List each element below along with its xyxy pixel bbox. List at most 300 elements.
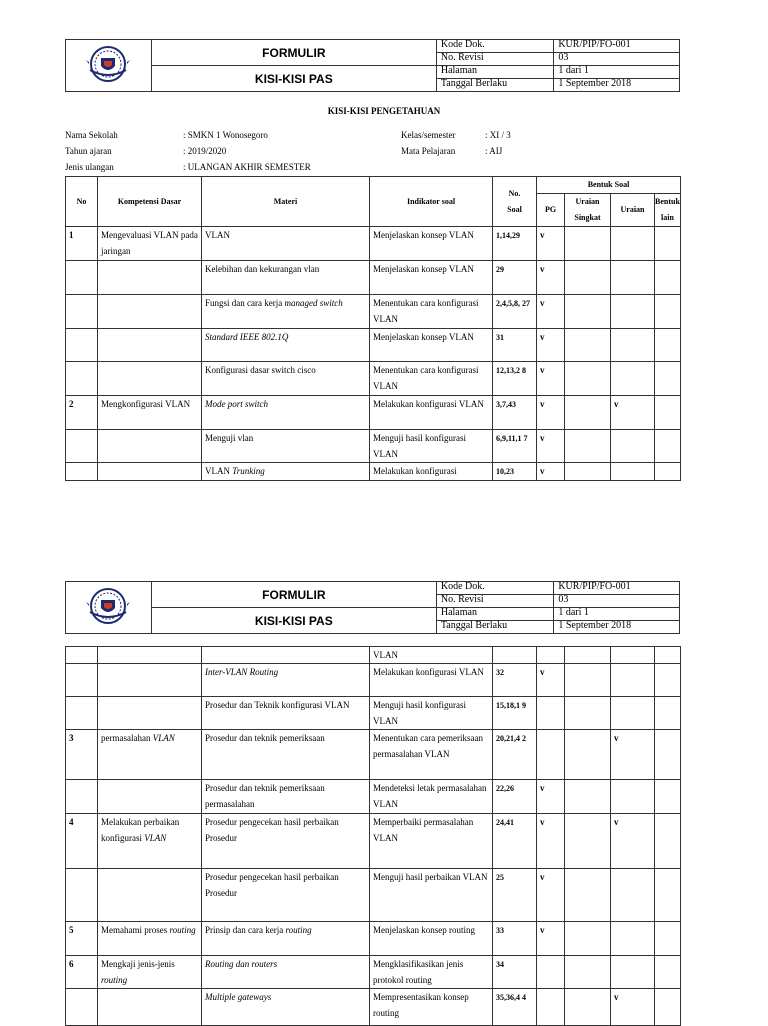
cell-kompetensi	[98, 295, 202, 329]
cell-no	[66, 396, 98, 430]
table-row	[66, 922, 681, 956]
cell-uraian-singkat	[565, 430, 611, 463]
table-row	[66, 730, 681, 780]
cell-no-soal	[493, 329, 537, 362]
indikator-text: Mendeteksi letak permasalahan VLAN	[373, 783, 487, 809]
cell-pg	[537, 362, 565, 396]
cell-materi	[202, 664, 370, 697]
no-soal-text: 24,41	[496, 818, 514, 827]
uraian-mark: v	[614, 733, 619, 743]
meta-key: Tanggal Berlaku	[436, 621, 553, 634]
cell-no-soal	[493, 396, 537, 430]
cell-uraian-singkat	[565, 730, 611, 780]
col-uraian-singkat	[565, 194, 611, 227]
no-soal-text: 12,13,2 8	[496, 366, 526, 375]
cell-bentuk-lain	[655, 956, 681, 989]
cell-materi	[202, 869, 370, 922]
col-materi: Materi	[202, 177, 370, 227]
meta-key: Halaman	[436, 66, 553, 79]
materi-text: Prosedur dan teknik pemeriksaan	[205, 733, 325, 743]
cell-bentuk-lain	[655, 430, 681, 463]
cell-pg	[537, 989, 565, 1026]
cell-indikator	[370, 730, 493, 780]
cell-uraian	[611, 261, 655, 295]
pg-mark: v	[540, 667, 545, 677]
indikator-text: VLAN	[373, 650, 398, 660]
table-row	[66, 956, 681, 989]
cell-uraian-singkat	[565, 780, 611, 814]
pg-mark: v	[540, 365, 545, 375]
cell-no	[66, 227, 98, 261]
cell-bentuk-lain	[655, 362, 681, 396]
cell-kompetensi	[98, 780, 202, 814]
cell-kompetensi	[98, 989, 202, 1026]
meta-value: KUR/PIP/FO-001	[554, 582, 680, 595]
cell-uraian	[611, 463, 655, 481]
table-row	[66, 814, 681, 869]
cell-materi	[202, 780, 370, 814]
cell-no-soal	[493, 664, 537, 697]
indikator-text: Menjelaskan konsep VLAN	[373, 332, 474, 342]
cell-pg	[537, 295, 565, 329]
cell-no-soal	[493, 261, 537, 295]
subject-value: : AIJ	[485, 146, 503, 156]
cell-bentuk-lain	[655, 697, 681, 730]
no-soal-text: 35,36,4 4	[496, 993, 526, 1002]
cell-bentuk-lain	[655, 814, 681, 869]
form-subtitle: KISI-KISI PAS	[151, 608, 436, 634]
row-number: 5	[69, 925, 74, 935]
cell-no	[66, 664, 98, 697]
pg-mark: v	[540, 783, 545, 793]
cell-materi	[202, 730, 370, 780]
indikator-text: Menentukan cara pemeriksaan permasalahan VLAN	[373, 733, 483, 759]
cell-pg	[537, 869, 565, 922]
uraian-mark: v	[614, 399, 619, 409]
materi-italic: Inter-VLAN Routing	[205, 667, 279, 677]
cell-uraian-singkat	[565, 922, 611, 956]
cell-no	[66, 295, 98, 329]
materi-italic: Standard IEEE 802.1Q	[205, 332, 289, 342]
col-no-soal	[493, 177, 537, 227]
cell-kompetensi	[98, 664, 202, 697]
cell-no-soal	[493, 362, 537, 396]
kisi-kisi-table	[65, 176, 681, 481]
materi-text: VLAN	[205, 466, 230, 476]
cell-indikator	[370, 989, 493, 1026]
cell-no-soal	[493, 697, 537, 730]
cell-uraian	[611, 329, 655, 362]
table-row	[66, 430, 681, 463]
indikator-text: Menjelaskan konsep VLAN	[373, 264, 474, 274]
meta-key: Kode Dok.	[436, 40, 553, 53]
cell-bentuk-lain	[655, 780, 681, 814]
materi-italic: Mode port switch	[205, 399, 268, 409]
table-body	[66, 647, 681, 1026]
document-title: KISI-KISI PENGETAHUAN	[327, 106, 441, 116]
cell-no	[66, 329, 98, 362]
materi-text: Prosedur pengecekan hasil perbaikan Prosedur	[205, 872, 339, 898]
indikator-text: Menjelaskan konsep VLAN	[373, 230, 474, 240]
school-value: : SMKN 1 Wonosegoro	[183, 130, 268, 140]
cell-kompetensi	[98, 814, 202, 869]
pg-mark: v	[540, 433, 545, 443]
indikator-text: Melakukan konfigurasi VLAN	[373, 667, 484, 677]
cell-no-soal	[493, 295, 537, 329]
cell-uraian-singkat	[565, 664, 611, 697]
cell-indikator	[370, 430, 493, 463]
cell-kompetensi	[98, 463, 202, 481]
cell-uraian	[611, 697, 655, 730]
meta-key: No. Revisi	[436, 595, 553, 608]
cell-uraian-singkat	[565, 814, 611, 869]
cell-bentuk-lain	[655, 730, 681, 780]
cell-no	[66, 463, 98, 481]
table-row	[66, 664, 681, 697]
cell-pg	[537, 396, 565, 430]
indikator-text: Menentukan cara konfigurasi VLAN	[373, 365, 479, 391]
table-row	[66, 989, 681, 1026]
cell-uraian-singkat	[565, 463, 611, 481]
no-soal-text: 3,7,43	[496, 400, 516, 409]
no-soal-text: 2,4,5,8, 27	[496, 299, 530, 308]
cell-no-soal	[493, 869, 537, 922]
cell-materi	[202, 697, 370, 730]
cell-indikator	[370, 922, 493, 956]
pg-mark: v	[540, 925, 545, 935]
indikator-text: Menentukan cara konfigurasi VLAN	[373, 298, 479, 324]
cell-uraian	[611, 647, 655, 664]
cell-uraian-singkat	[565, 647, 611, 664]
school-logo-icon	[86, 44, 130, 84]
indikator-text: Melakukan konfigurasi VLAN	[373, 399, 484, 409]
cell-bentuk-lain	[655, 261, 681, 295]
cell-no	[66, 362, 98, 396]
cell-bentuk-lain	[655, 295, 681, 329]
row-number: 3	[69, 733, 74, 743]
cell-uraian-singkat	[565, 227, 611, 261]
cell-uraian-singkat	[565, 362, 611, 396]
indikator-text: Menguji hasil konfigurasi VLAN	[373, 700, 466, 726]
cell-indikator	[370, 396, 493, 430]
cell-bentuk-lain	[655, 396, 681, 430]
col-us-line1: Uraian	[575, 197, 600, 206]
cell-no	[66, 922, 98, 956]
cell-pg	[537, 956, 565, 989]
meta-value: 1 September 2018	[554, 79, 680, 92]
cell-uraian-singkat	[565, 869, 611, 922]
kompetensi-text: Mengevaluasi VLAN pada jaringan	[101, 230, 198, 256]
pg-mark: v	[540, 817, 545, 827]
cell-pg	[537, 430, 565, 463]
meta-value: 1 dari 1	[554, 66, 680, 79]
cell-uraian-singkat	[565, 295, 611, 329]
meta-key: No. Revisi	[436, 53, 553, 66]
logo-cell	[66, 40, 152, 92]
indikator-text: Menguji hasil konfigurasi VLAN	[373, 433, 466, 459]
col-bl-line2: lain	[661, 213, 674, 222]
cell-uraian-singkat	[565, 956, 611, 989]
materi-text: Prosedur dan Teknik konfigurasi VLAN	[205, 700, 350, 710]
cell-indikator	[370, 869, 493, 922]
cell-no-soal	[493, 956, 537, 989]
kompetensi-text: Memahami proses	[101, 925, 168, 935]
cell-kompetensi	[98, 922, 202, 956]
col-no-soal-line1: No.	[508, 188, 521, 198]
cell-no	[66, 814, 98, 869]
pg-mark: v	[540, 298, 545, 308]
kompetensi-text: Mengkaji jenis-jenis	[101, 959, 175, 969]
uraian-mark: v	[614, 817, 619, 827]
cell-bentuk-lain	[655, 329, 681, 362]
table-row	[66, 463, 681, 481]
col-no: No	[66, 177, 98, 227]
kompetensi-italic: VLAN	[152, 733, 175, 743]
cell-indikator	[370, 814, 493, 869]
cell-kompetensi	[98, 869, 202, 922]
cell-pg	[537, 227, 565, 261]
cell-pg	[537, 922, 565, 956]
table-row	[66, 396, 681, 430]
cell-bentuk-lain	[655, 647, 681, 664]
exam-value: : ULANGAN AKHIR SEMESTER	[183, 162, 311, 172]
cell-materi	[202, 647, 370, 664]
cell-materi	[202, 463, 370, 481]
cell-kompetensi	[98, 647, 202, 664]
cell-no	[66, 647, 98, 664]
cell-bentuk-lain	[655, 227, 681, 261]
cell-uraian	[611, 430, 655, 463]
indikator-text: Melakukan konfigurasi	[373, 466, 457, 476]
pg-mark: v	[540, 872, 545, 882]
class-label: Kelas/semester	[401, 130, 456, 140]
form-subtitle: KISI-KISI PAS	[151, 66, 436, 92]
materi-italic: Routing dan routers	[205, 959, 278, 969]
cell-uraian	[611, 227, 655, 261]
cell-indikator	[370, 647, 493, 664]
cell-uraian	[611, 730, 655, 780]
cell-no-soal	[493, 989, 537, 1026]
cell-uraian	[611, 814, 655, 869]
cell-indikator	[370, 362, 493, 396]
cell-uraian	[611, 869, 655, 922]
cell-indikator	[370, 227, 493, 261]
no-soal-text: 10,23	[496, 467, 514, 476]
materi-text: VLAN	[205, 230, 230, 240]
table-row	[66, 869, 681, 922]
cell-no	[66, 780, 98, 814]
indikator-text: Mempresentasikan konsep routing	[373, 992, 469, 1018]
col-uraian: Uraian	[611, 194, 655, 227]
cell-bentuk-lain	[655, 463, 681, 481]
cell-no-soal	[493, 814, 537, 869]
cell-pg	[537, 329, 565, 362]
kompetensi-text: Melakukan perbaikan konfigurasi	[101, 817, 180, 843]
no-soal-text: 34	[496, 960, 504, 969]
meta-key: Halaman	[436, 608, 553, 621]
school-logo-icon	[86, 586, 130, 626]
cell-materi	[202, 922, 370, 956]
cell-indikator	[370, 956, 493, 989]
cell-uraian-singkat	[565, 261, 611, 295]
no-soal-text: 20,21,4 2	[496, 734, 526, 743]
no-soal-text: 6,9,11,1 7	[496, 434, 528, 443]
cell-uraian-singkat	[565, 697, 611, 730]
exam-label: Jenis ulangan	[65, 162, 114, 172]
kompetensi-italic: VLAN	[144, 833, 167, 843]
cell-uraian	[611, 780, 655, 814]
cell-uraian	[611, 396, 655, 430]
cell-bentuk-lain	[655, 989, 681, 1026]
no-soal-text: 15,18,1 9	[496, 701, 526, 710]
pg-mark: v	[540, 264, 545, 274]
form-title: FORMULIR	[151, 40, 436, 66]
cell-no-soal	[493, 430, 537, 463]
class-value: : XI / 3	[485, 130, 511, 140]
materi-text: Prosedur pengecekan hasil perbaikan Prosedur	[205, 817, 339, 843]
kompetensi-italic: routing	[169, 925, 196, 935]
cell-bentuk-lain	[655, 664, 681, 697]
cell-no	[66, 956, 98, 989]
table-row	[66, 227, 681, 261]
cell-no-soal	[493, 463, 537, 481]
cell-pg	[537, 261, 565, 295]
row-number: 6	[69, 959, 74, 969]
meta-key: Kode Dok.	[436, 582, 553, 595]
indikator-text: Menjelaskan konsep routing	[373, 925, 475, 935]
cell-uraian	[611, 664, 655, 697]
cell-materi	[202, 956, 370, 989]
cell-pg	[537, 463, 565, 481]
cell-no	[66, 261, 98, 295]
cell-no-soal	[493, 780, 537, 814]
indikator-text: Menguji hasil perbaikan VLAN	[373, 872, 488, 882]
cell-pg	[537, 814, 565, 869]
col-kompetensi: Kompetensi Dasar	[98, 177, 202, 227]
cell-kompetensi	[98, 227, 202, 261]
year-value: : 2019/2020	[183, 146, 227, 156]
table-row	[66, 362, 681, 396]
cell-pg	[537, 647, 565, 664]
kompetensi-italic: routing	[101, 975, 128, 985]
cell-indikator	[370, 780, 493, 814]
cell-uraian-singkat	[565, 396, 611, 430]
cell-kompetensi	[98, 261, 202, 295]
materi-text: Menguji vlan	[205, 433, 254, 443]
cell-uraian	[611, 956, 655, 989]
cell-indikator	[370, 295, 493, 329]
no-soal-text: 22,26	[496, 784, 514, 793]
meta-value: 03	[554, 595, 680, 608]
form-title: FORMULIR	[151, 582, 436, 608]
cell-bentuk-lain	[655, 922, 681, 956]
form-header	[65, 39, 680, 92]
page-2	[0, 540, 768, 1024]
meta-value: KUR/PIP/FO-001	[554, 40, 680, 53]
materi-italic: managed switch	[284, 298, 343, 308]
materi-text: Prosedur dan teknik pemeriksaan permasalahan	[205, 783, 325, 809]
col-bl-line1: Bentuk	[655, 197, 680, 206]
cell-kompetensi	[98, 697, 202, 730]
no-soal-text: 33	[496, 926, 504, 935]
kompetensi-text: permasalahan	[101, 733, 151, 743]
cell-kompetensi	[98, 396, 202, 430]
cell-no-soal	[493, 227, 537, 261]
pg-mark: v	[540, 332, 545, 342]
row-number: 4	[69, 817, 74, 827]
table-row	[66, 329, 681, 362]
cell-kompetensi	[98, 730, 202, 780]
cell-uraian	[611, 922, 655, 956]
no-soal-text: 25	[496, 873, 504, 882]
col-bentuk-lain	[655, 194, 681, 227]
table-body	[66, 227, 681, 481]
cell-no	[66, 697, 98, 730]
meta-value: 1 dari 1	[554, 608, 680, 621]
col-pg: PG	[537, 194, 565, 227]
cell-materi	[202, 295, 370, 329]
cell-uraian	[611, 295, 655, 329]
table-row	[66, 647, 681, 664]
cell-no	[66, 430, 98, 463]
cell-bentuk-lain	[655, 869, 681, 922]
cell-no-soal	[493, 922, 537, 956]
cell-kompetensi	[98, 362, 202, 396]
row-number: 2	[69, 399, 74, 409]
cell-materi	[202, 814, 370, 869]
cell-materi	[202, 227, 370, 261]
kisi-kisi-table-continued	[65, 646, 681, 1026]
cell-indikator	[370, 697, 493, 730]
materi-italic: Trunking	[232, 466, 265, 476]
cell-indikator	[370, 664, 493, 697]
cell-kompetensi	[98, 430, 202, 463]
cell-pg	[537, 664, 565, 697]
pg-mark: v	[540, 399, 545, 409]
cell-uraian	[611, 362, 655, 396]
cell-uraian	[611, 989, 655, 1026]
cell-pg	[537, 697, 565, 730]
materi-text: Prinsip dan cara kerja	[205, 925, 284, 935]
subject-label: Mata Pelajaran	[401, 146, 456, 156]
form-header	[65, 581, 680, 634]
meta-value: 03	[554, 53, 680, 66]
table-row	[66, 697, 681, 730]
no-soal-text: 31	[496, 333, 504, 342]
uraian-mark: v	[614, 992, 619, 1002]
cell-kompetensi	[98, 956, 202, 989]
no-soal-text: 1,14,29	[496, 231, 520, 240]
cell-no	[66, 869, 98, 922]
materi-italic: Multiple gateways	[205, 992, 272, 1002]
cell-materi	[202, 261, 370, 295]
table-row	[66, 780, 681, 814]
materi-text: Fungsi dan cara kerja	[205, 298, 283, 308]
col-no-soal-line2: Soal	[507, 204, 522, 214]
indikator-text: Mengklasifikasikan jenis protokol routing	[373, 959, 464, 985]
year-label: Tahun ajaran	[65, 146, 112, 156]
cell-pg	[537, 780, 565, 814]
table-row	[66, 295, 681, 329]
cell-kompetensi	[98, 329, 202, 362]
row-number: 1	[69, 230, 74, 240]
pg-mark: v	[540, 230, 545, 240]
cell-uraian-singkat	[565, 329, 611, 362]
materi-text: Konfigurasi dasar switch cisco	[205, 365, 316, 375]
cell-materi	[202, 362, 370, 396]
cell-no-soal	[493, 730, 537, 780]
cell-materi	[202, 989, 370, 1026]
